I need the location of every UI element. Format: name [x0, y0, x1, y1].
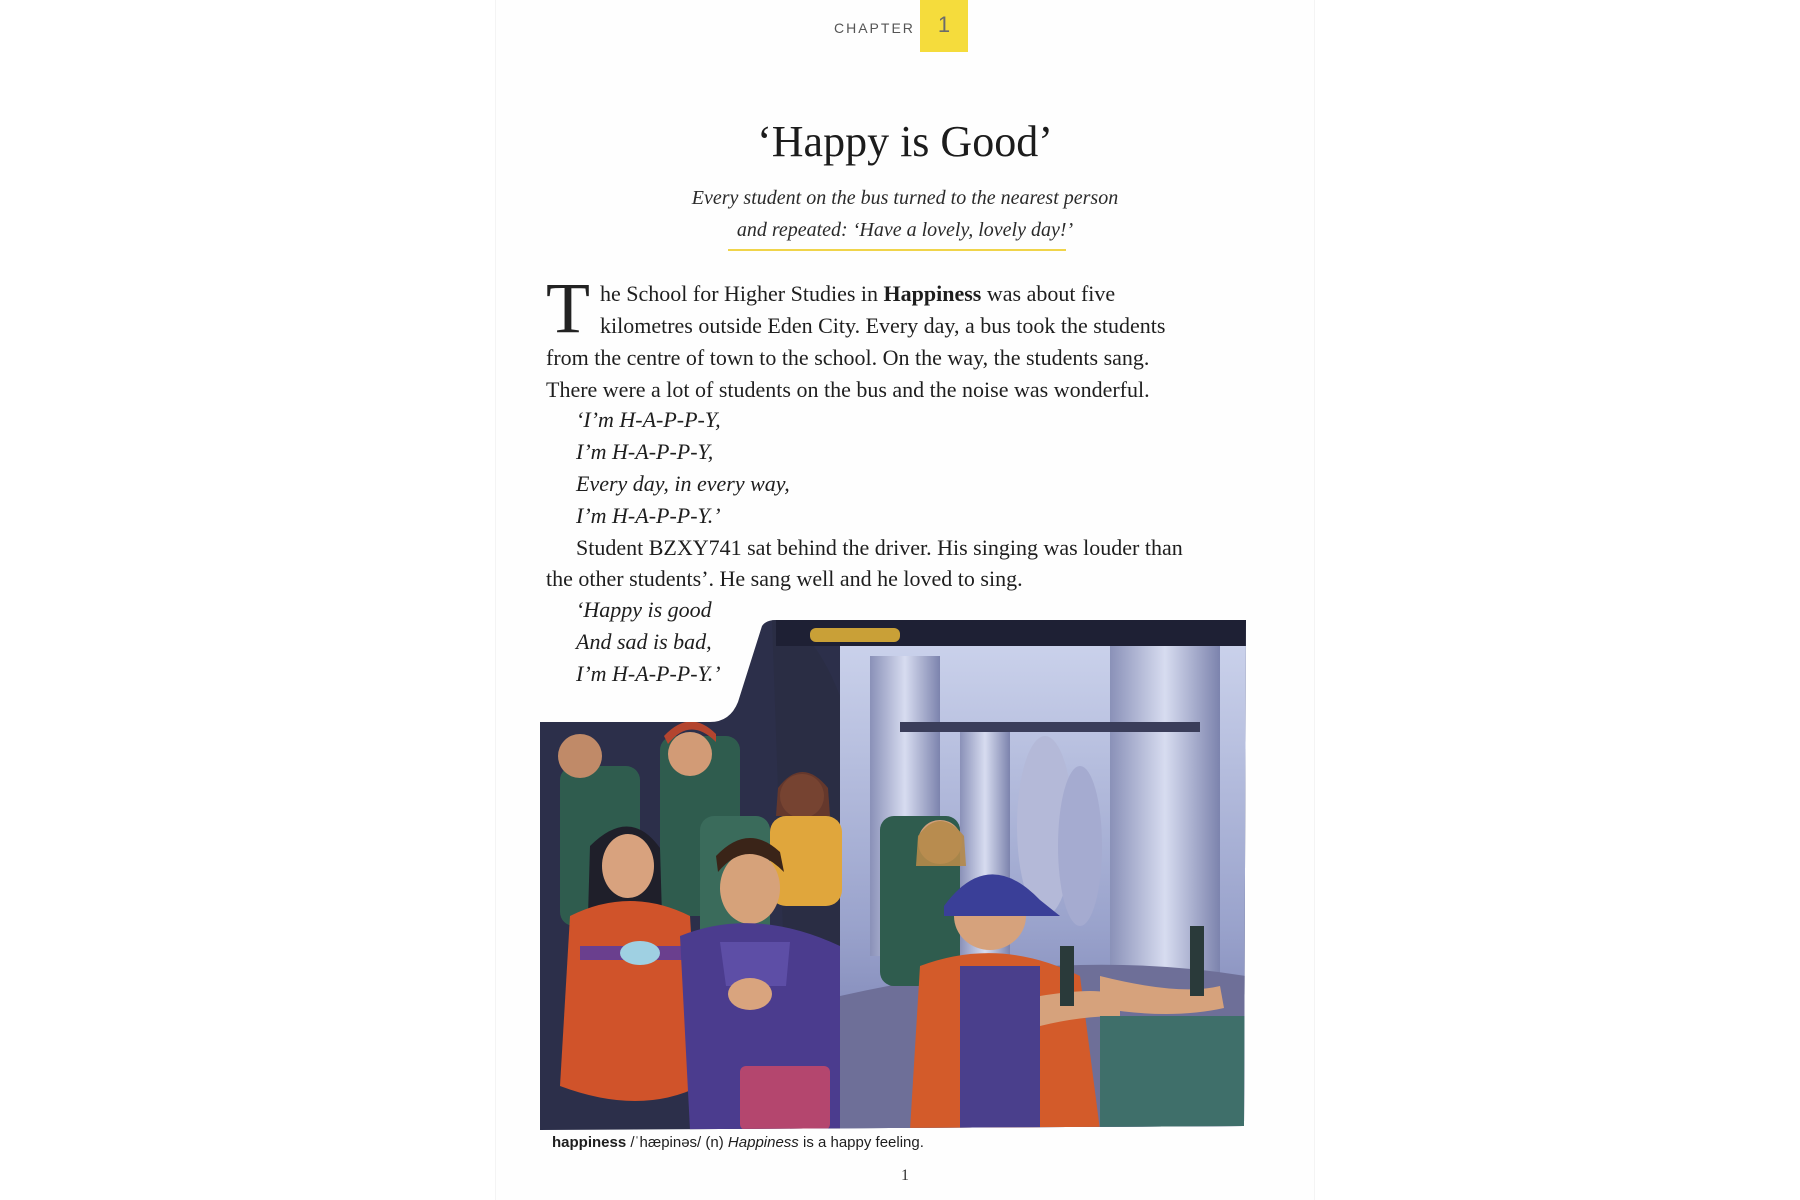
control-stick — [1190, 926, 1204, 996]
chapter-number: 1 — [937, 12, 951, 37]
control-stick — [1060, 946, 1074, 1006]
paragraph-1-line-3: from the centre of town to the school. On the way, the students sang. — [546, 345, 1150, 370]
subtitle-underline — [728, 249, 1066, 251]
page-number: 1 — [901, 1167, 909, 1184]
song-2-line: And sad is bad, — [576, 629, 712, 654]
song-1-line: I’m H-A-P-P-Y.’ — [576, 503, 721, 528]
woman-face — [602, 834, 654, 898]
song-2-line: I’m H-A-P-P-Y.’ — [576, 661, 721, 686]
paragraph-1-line-4: There were a lot of students on the bus and the noise was wonderful. — [546, 377, 1150, 402]
paragraph-2-line-2: the other students’. He sang well and he loved to sing. — [546, 566, 1023, 591]
folder — [740, 1066, 830, 1130]
song-1-line: ‘I’m H-A-P-P-Y, — [576, 407, 721, 432]
glossary-pronunciation: /ˈhæpinəs/ — [630, 1134, 702, 1151]
dashboard — [1100, 1016, 1246, 1130]
glossary-definition: is a happy feeling. — [798, 1134, 924, 1151]
subtitle-line-2: and repeated: ‘Have a lovely, lovely day!’ — [736, 219, 1074, 241]
driver-shirt — [960, 966, 1040, 1130]
bus-illustration — [540, 616, 1246, 1130]
student-face — [720, 852, 780, 924]
keyword-happiness: Happiness — [883, 281, 982, 306]
belt-buckle — [620, 941, 660, 965]
chapter-subtitle — [496, 182, 1314, 246]
student-hand — [728, 978, 772, 1010]
subtitle-line-1: Every student on the bus turned to the nearest person — [691, 187, 1119, 209]
glossary-note — [552, 1134, 924, 1151]
roof-light — [810, 628, 900, 642]
window-bar — [900, 722, 1200, 732]
song-1-line: Every day, in every way, — [576, 471, 790, 496]
song-2-line: ‘Happy is good — [576, 597, 712, 622]
paragraph-2-line-1: Student BZXY741 sat behind the driver. His singing was louder than — [576, 535, 1183, 560]
chapter-label: CHAPTER — [834, 20, 915, 36]
glossary-term: Happiness — [727, 1134, 799, 1151]
paragraph-1-line-1 — [600, 278, 1115, 310]
chapter-title: ‘Happy is Good’ — [757, 117, 1053, 166]
song-1-line: I’m H-A-P-P-Y, — [576, 439, 714, 464]
woman-dress — [560, 901, 700, 1101]
paragraph-1-text: was about five — [981, 281, 1116, 306]
book-page — [496, 0, 1314, 1200]
chapter-number-badge — [920, 0, 968, 52]
glossary-word: happiness — [552, 1134, 627, 1151]
glossary-pos: (n) — [705, 1134, 724, 1151]
tower — [1058, 766, 1102, 926]
paragraph-1-line-2: kilometres outside Eden City. Every day, a bus took the students — [600, 313, 1166, 338]
passenger-head — [668, 732, 712, 776]
passenger-head — [558, 734, 602, 778]
paragraph-1-text: he School for Higher Studies in — [600, 281, 884, 306]
drop-cap: T — [546, 268, 590, 348]
